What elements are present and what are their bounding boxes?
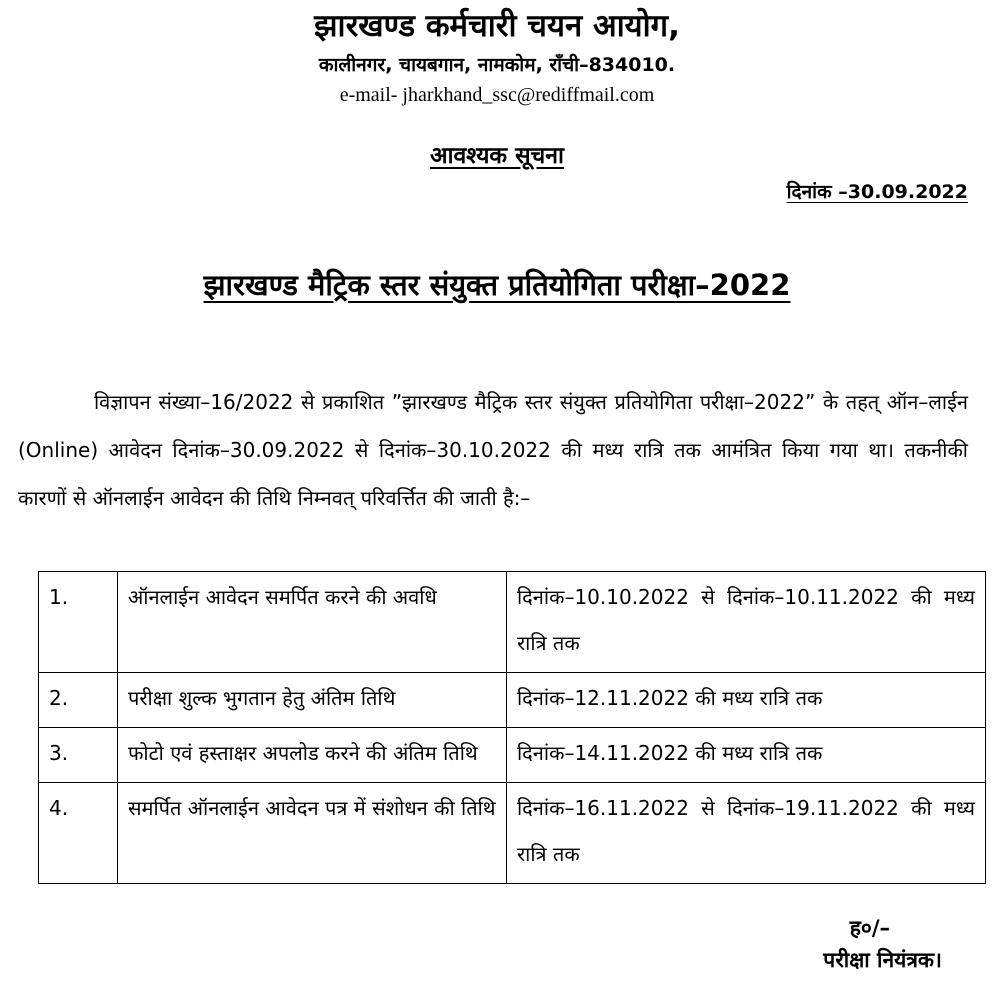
notice-date: दिनांक –30.09.2022	[786, 181, 968, 203]
row-description: समर्पित ऑनलाईन आवेदन पत्र में संशोधन की तिथि	[118, 783, 507, 884]
exam-title: झारखण्ड मैट्रिक स्तर संयुक्त प्रतियोगिता परीक्षा–2022	[203, 268, 791, 302]
row-serial-number: 2.	[39, 673, 118, 728]
signatory-designation: परीक्षा नियंत्रक।	[823, 948, 942, 972]
row-date-value: दिनांक–16.11.2022 से दिनांक–19.11.2022 की मध्य रात्रि तक	[507, 783, 986, 884]
row-description: ऑनलाईन आवेदन समर्पित करने की अवधि	[118, 572, 507, 673]
row-date-value: दिनांक–14.11.2022 की मध्य रात्रि तक	[507, 728, 986, 783]
row-serial-number: 3.	[39, 728, 118, 783]
row-description: फोटो एवं हस्ताक्षर अपलोड करने की अंतिम तिथि	[118, 728, 507, 783]
table-row	[39, 783, 986, 884]
table-row	[39, 728, 986, 783]
notice-body-paragraph: विज्ञापन संख्या–16/2022 से प्रकाशित ”झारखण्ड मैट्रिक स्तर संयुक्त प्रतियोगिता परीक्षा–2022” के तहत् ऑन–लाईन (Online) आवेदन दिनांक–30.09.2022 से दिनांक–30.10.2022 की मध्य रात्रि तक आमंत्रित किया गया था। तकनीकी कारणों से ऑनलाईन आवेदन की तिथि निम्नवत् परिवर्त्तित की जाती है:–	[18, 390, 968, 510]
schedule-table	[38, 571, 986, 884]
row-date-value: दिनांक–10.10.2022 से दिनांक–10.11.2022 की मध्य रात्रि तक	[507, 572, 986, 673]
row-serial-number: 4.	[39, 783, 118, 884]
organization-address: कालीनगर, चायबगान, नामकोम, राँची–834010.	[318, 54, 676, 76]
notice-heading: आवश्यक सूचना	[430, 143, 564, 169]
table-row	[39, 673, 986, 728]
table-row	[39, 572, 986, 673]
row-serial-number: 1.	[39, 572, 118, 673]
signature-mark: ह०/–	[849, 916, 890, 940]
organization-email: e-mail- jharkhand_ssc@rediffmail.com	[339, 84, 655, 106]
row-description: परीक्षा शुल्क भुगतान हेतु अंतिम तिथि	[118, 673, 507, 728]
row-date-value: दिनांक–12.11.2022 की मध्य रात्रि तक	[507, 673, 986, 728]
organization-title: झारखण्ड कर्मचारी चयन आयोग,	[314, 8, 680, 44]
